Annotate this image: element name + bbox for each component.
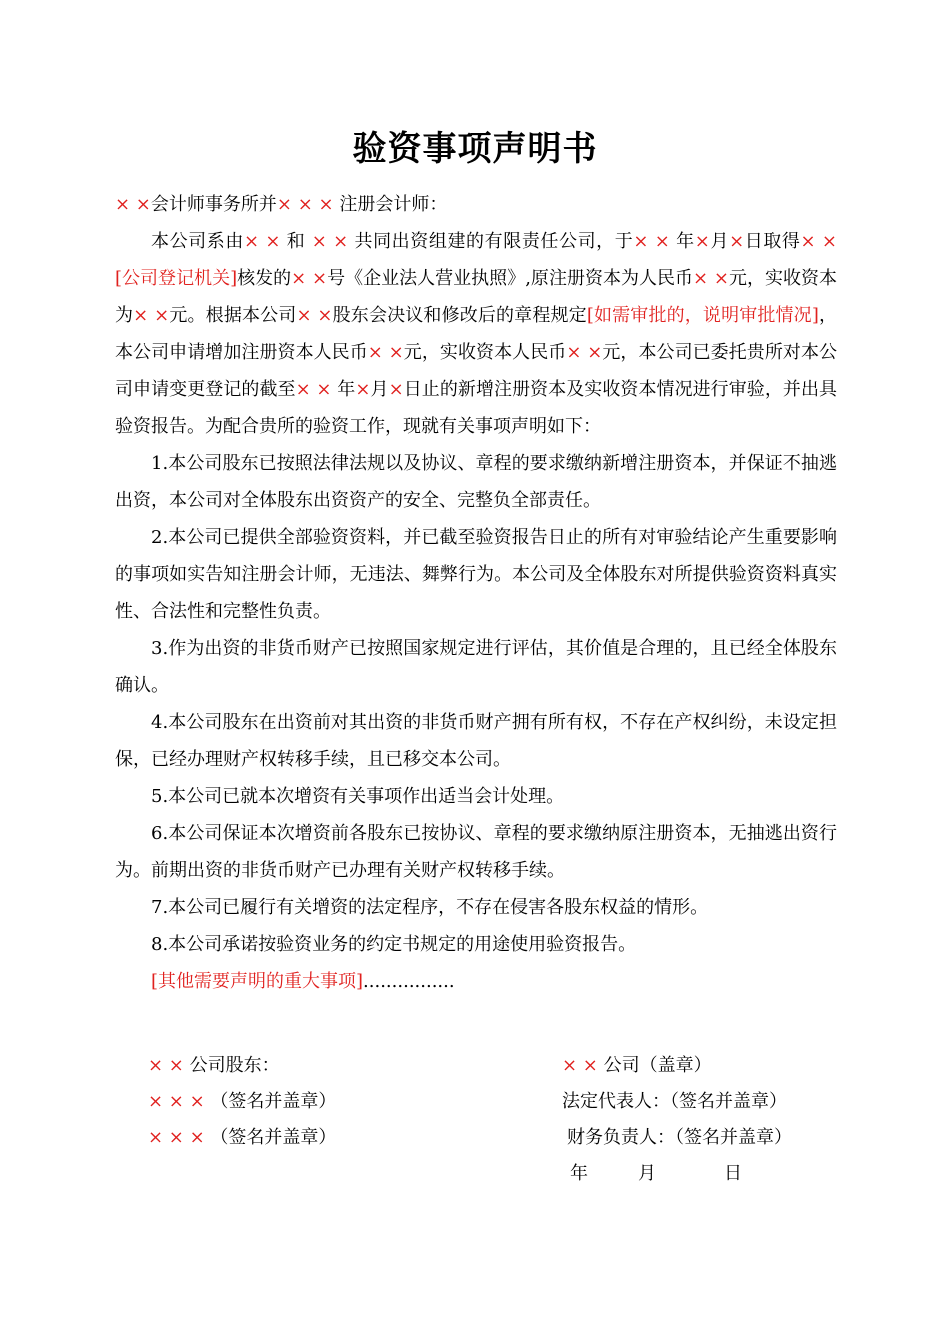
placeholder-mark: × × × xyxy=(148,1091,205,1112)
placeholder-mark: × × × xyxy=(148,1127,205,1148)
signature-label: （签名并盖章） xyxy=(204,1091,337,1112)
placeholder-mark: × × xyxy=(291,268,328,289)
intro-text: 年 xyxy=(669,231,695,252)
placeholder-mark: × × xyxy=(148,1055,184,1076)
intro-text: ，本公司申请增加注册资本人民币 xyxy=(115,305,838,363)
placeholder-mark: × × xyxy=(693,268,729,289)
placeholder-mark: × xyxy=(355,379,371,400)
intro-text: 元，实收资本人民币 xyxy=(403,342,567,363)
placeholder-mark: × × xyxy=(295,379,332,400)
shareholder-person-2 xyxy=(148,1120,336,1156)
placeholder-mark: × × xyxy=(566,342,603,363)
salutation-text: 注册会计师： xyxy=(333,194,448,215)
signature-label: （签名并盖章） xyxy=(204,1127,337,1148)
intro-text: 元，本公司已委托贵所对本公司申请变更登记的截至 xyxy=(115,342,838,400)
salutation xyxy=(115,186,837,223)
declaration-item-2: 2.本公司已提供全部验资资料，并已截至验资报告日止的所有对审验结论产生重要影响的事项如实告知注册会计师，无违法、舞弊行为。本公司及全体股东对所提供验资资料真实性、合法性和完整性负责。 xyxy=(115,527,837,622)
declaration-item-3: 3.作为出资的非货币财产已按照国家规定进行评估，其价值是合理的，且已经全体股东确认。 xyxy=(115,638,837,696)
declaration-item-6: 6.本公司保证本次增资前各股东已按协议、章程的要求缴纳原注册资本，无抽逃出资行为。前期出资的非货币财产已办理有关财产权转移手续。 xyxy=(115,823,837,881)
intro-text: 核发的 xyxy=(237,268,292,289)
placeholder-mark: × × xyxy=(311,231,349,252)
shareholder-person-1 xyxy=(148,1084,336,1120)
company-seal-line xyxy=(562,1048,792,1084)
company-signatures xyxy=(562,1048,792,1192)
placeholder-mark: × × xyxy=(133,305,170,326)
legal-representative-line: 法定代表人：（签名并盖章） xyxy=(562,1091,787,1112)
declaration-item-1: 1.本公司股东已按照法律法规以及协议、章程的要求缴纳新增注册资本，并保证不抽逃出资，本公司对全体股东出资资产的安全、完整负全部责任。 xyxy=(115,453,837,511)
placeholder-registration-authority: × × [公司登记机关] xyxy=(115,231,838,289)
shareholder-signatures xyxy=(148,1048,336,1156)
placeholder-approval-note: [如需审批的，说明审批情况] xyxy=(586,305,819,326)
intro-text: 月 xyxy=(370,379,389,400)
placeholder-firm: × × xyxy=(115,194,151,215)
intro-text: 日止的新增注册资本及实收资本情况进行审验，并出具验资报告。为配合贵所的验资工作，现就有关事项声明如下： xyxy=(115,379,838,437)
placeholder-mark: × × xyxy=(367,342,404,363)
other-matters-dots: ................ xyxy=(363,971,455,992)
placeholder-mark: × xyxy=(388,379,404,400)
salutation-text: 会计师事务所并 xyxy=(150,194,277,215)
declaration-item-5: 5.本公司已就本次增资有关事项作出适当会计处理。 xyxy=(151,786,565,807)
placeholder-accountant: × × × xyxy=(276,194,334,215)
placeholder-mark: × × xyxy=(633,231,670,252)
shareholder-company-line xyxy=(148,1048,336,1084)
other-matters xyxy=(115,963,837,1000)
placeholder-mark: × × xyxy=(243,231,281,252)
date-year-label: 年 xyxy=(570,1163,588,1184)
intro-text: 共同出资组建的有限责任公司，于 xyxy=(348,231,634,252)
intro-text: 日取得 xyxy=(744,231,801,252)
placeholder-mark: × xyxy=(694,231,710,252)
intro-text: 和 xyxy=(280,231,312,252)
placeholder-mark: × xyxy=(729,231,745,252)
intro-paragraph xyxy=(115,223,837,445)
intro-text: 号《企业法人营业执照》,原注册资本为人民币 xyxy=(327,268,694,289)
declaration-item-8: 8.本公司承诺按验资业务的约定书规定的用途使用验资报告。 xyxy=(151,934,637,955)
declaration-item-4: 4.本公司股东在出资前对其出资的非货币财产拥有所有权，不存在产权纠纷，未设定担保，已经办理财产权转移手续，且已移交本公司。 xyxy=(115,712,837,770)
document-title: 验资事项声明书 xyxy=(352,129,598,169)
signature-date xyxy=(562,1156,792,1192)
finance-head-line: 财务负责人：（签名并盖章） xyxy=(567,1127,792,1148)
date-day-label: 日 xyxy=(724,1163,742,1184)
intro-text: 元。根据本公司 xyxy=(169,305,297,326)
date-month-label: 月 xyxy=(638,1163,656,1184)
placeholder-mark: × × xyxy=(562,1055,598,1076)
intro-text: 元，实收资本为 xyxy=(115,268,838,326)
placeholder-mark: × × xyxy=(296,305,333,326)
other-matters-label: [其他需要声明的重大事项] xyxy=(151,971,364,992)
document-body xyxy=(115,186,837,1000)
intro-text: 本公司系由 xyxy=(151,231,244,252)
intro-text: 年 xyxy=(331,379,356,400)
shareholder-label: 公司股东： xyxy=(183,1055,280,1076)
intro-text: 股东会决议和修改后的章程规定 xyxy=(332,305,587,326)
declaration-item-7: 7.本公司已履行有关增资的法定程序，不存在侵害各股东权益的情形。 xyxy=(151,897,709,918)
company-seal-label: 公司（盖章） xyxy=(597,1055,712,1076)
intro-text: 月 xyxy=(709,231,730,252)
